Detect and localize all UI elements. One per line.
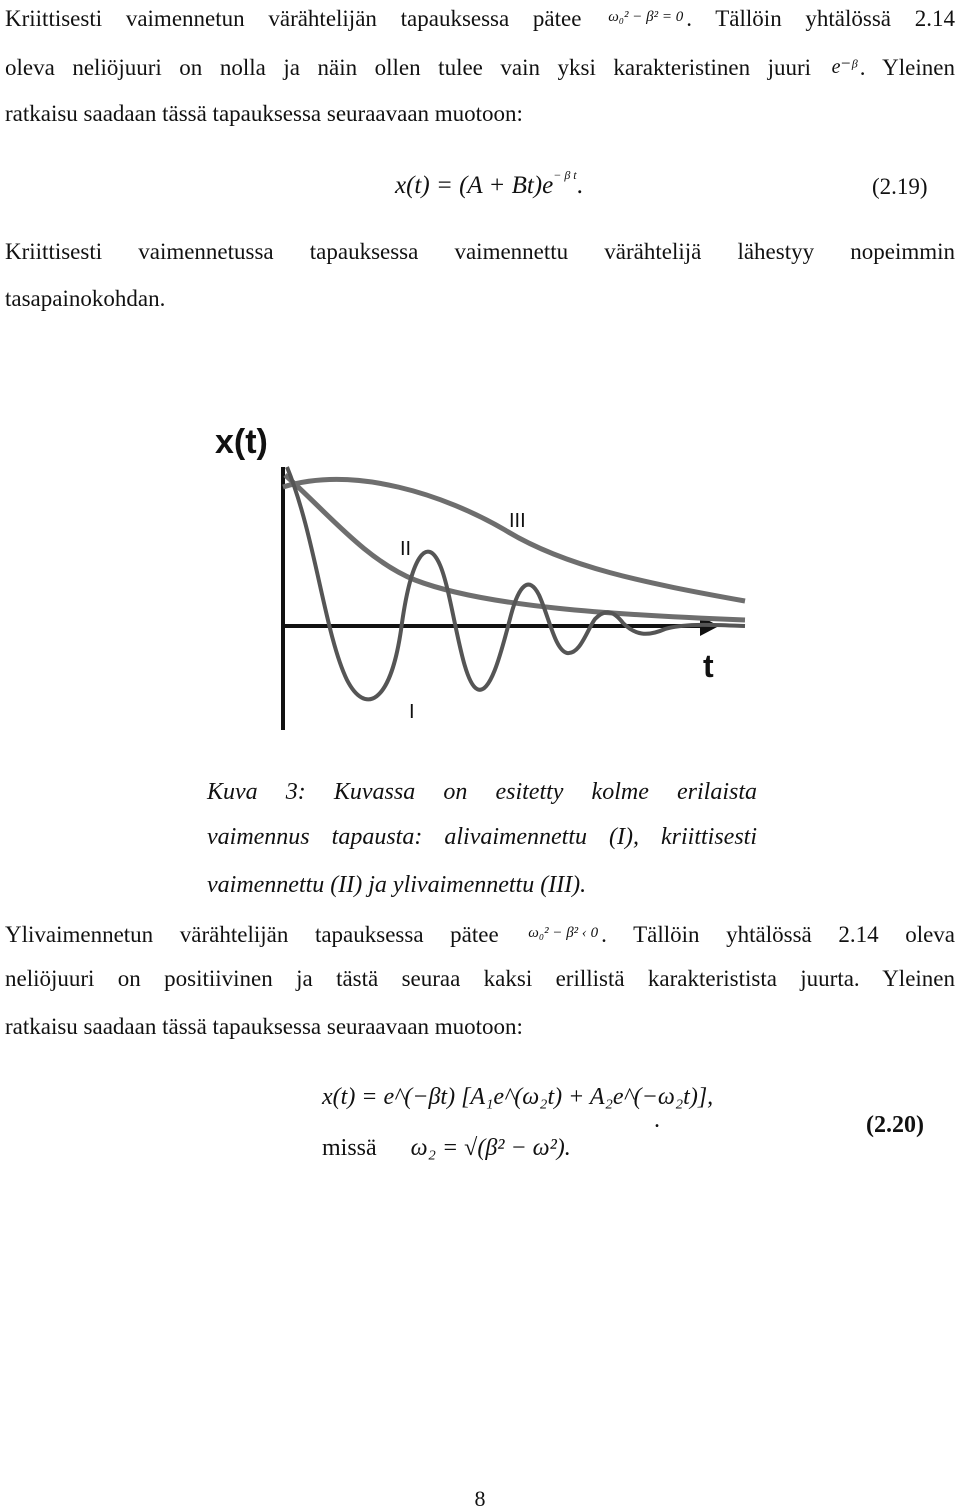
equation-2-19: [395, 168, 583, 200]
figure-caption-line1: Kuva 3: Kuvassa on esitetty kolme erilaista: [207, 779, 757, 805]
paragraph1-text: Kriittisesti vaimennetun värähtelijän tapauksessa pätee: [5, 6, 582, 31]
equation-2-20-number: (2.20): [866, 1112, 924, 1138]
paragraph1-text: . Yleinen: [859, 55, 955, 80]
curve-underdamped: [287, 467, 745, 699]
label-curve-i: I: [409, 701, 415, 723]
critical-condition-math: ω₀² − β² = 0: [608, 9, 684, 25]
paragraph3-text: . Tällöin yhtälössä 2.14 oleva: [601, 922, 955, 947]
label-curve-ii: II: [400, 538, 412, 560]
paragraph3-line1: [5, 920, 955, 948]
y-axis-label: x(t): [215, 423, 268, 461]
label-curve-iii: III: [509, 510, 526, 532]
equation-2-20-omega: ω₂ = √(β² − ω²).: [410, 1135, 571, 1161]
paragraph2-line2: tasapainokohdan.: [5, 286, 166, 311]
equation-2-19-exponent: − β t: [553, 168, 577, 182]
paragraph2-line1: Kriittisesti vaimennetussa tapauksessa vaimennettu värähtelijä lähestyy nopeimmin: [5, 239, 955, 264]
overdamped-condition-math: ω₀² − β² ‹ 0: [528, 925, 599, 941]
equation-2-20-missa: missä: [322, 1135, 377, 1161]
paragraph1-text: oleva neliöjuuri on nolla ja näin ollen tulee vain yksi karakteristinen juuri: [5, 55, 812, 80]
paragraph3-text: Ylivaimennetun värähtelijän tapauksessa pätee: [5, 922, 499, 947]
paragraph3-line3: ratkaisu saadaan tässä tapauksessa seuraavaan muotoon:: [5, 1014, 523, 1039]
paragraph1-text: . Tällöin yhtälössä 2.14: [686, 6, 955, 31]
damping-figure: [195, 405, 755, 745]
equation-2-19-period: .: [576, 172, 583, 199]
equation-2-20-period: .: [654, 1107, 660, 1133]
figure-caption-line3: vaimennettu (II) ja ylivaimennettu (III).: [207, 872, 587, 898]
figure-caption-line2: vaimennus tapausta: alivaimennettu (I), kriittisesti: [207, 824, 757, 850]
paragraph3-line2: neliöjuuri on positiivinen ja tästä seuraa kaksi erillistä karakteristista juurta. Yleinen: [5, 966, 955, 991]
paragraph1-line2: [5, 54, 955, 81]
paragraph1-line3: ratkaisu saadaan tässä tapauksessa seuraavaan muotoon:: [5, 101, 523, 126]
x-axis-label: t: [703, 648, 714, 684]
equation-2-19-number: (2.19): [872, 174, 928, 199]
paragraph1-line1: [5, 4, 955, 32]
equation-2-20-line2: [322, 1135, 571, 1162]
equation-2-20-line1: x(t) = e^(−βt) [A₁e^(ω₂t) + A₂e^(−ω₂t)],: [322, 1084, 714, 1110]
root-math: e⁻ᵝ: [831, 56, 857, 78]
equation-2-19-formula: x(t) = (A + Bt)e: [395, 172, 554, 199]
page-number: 8: [474, 1486, 486, 1511]
